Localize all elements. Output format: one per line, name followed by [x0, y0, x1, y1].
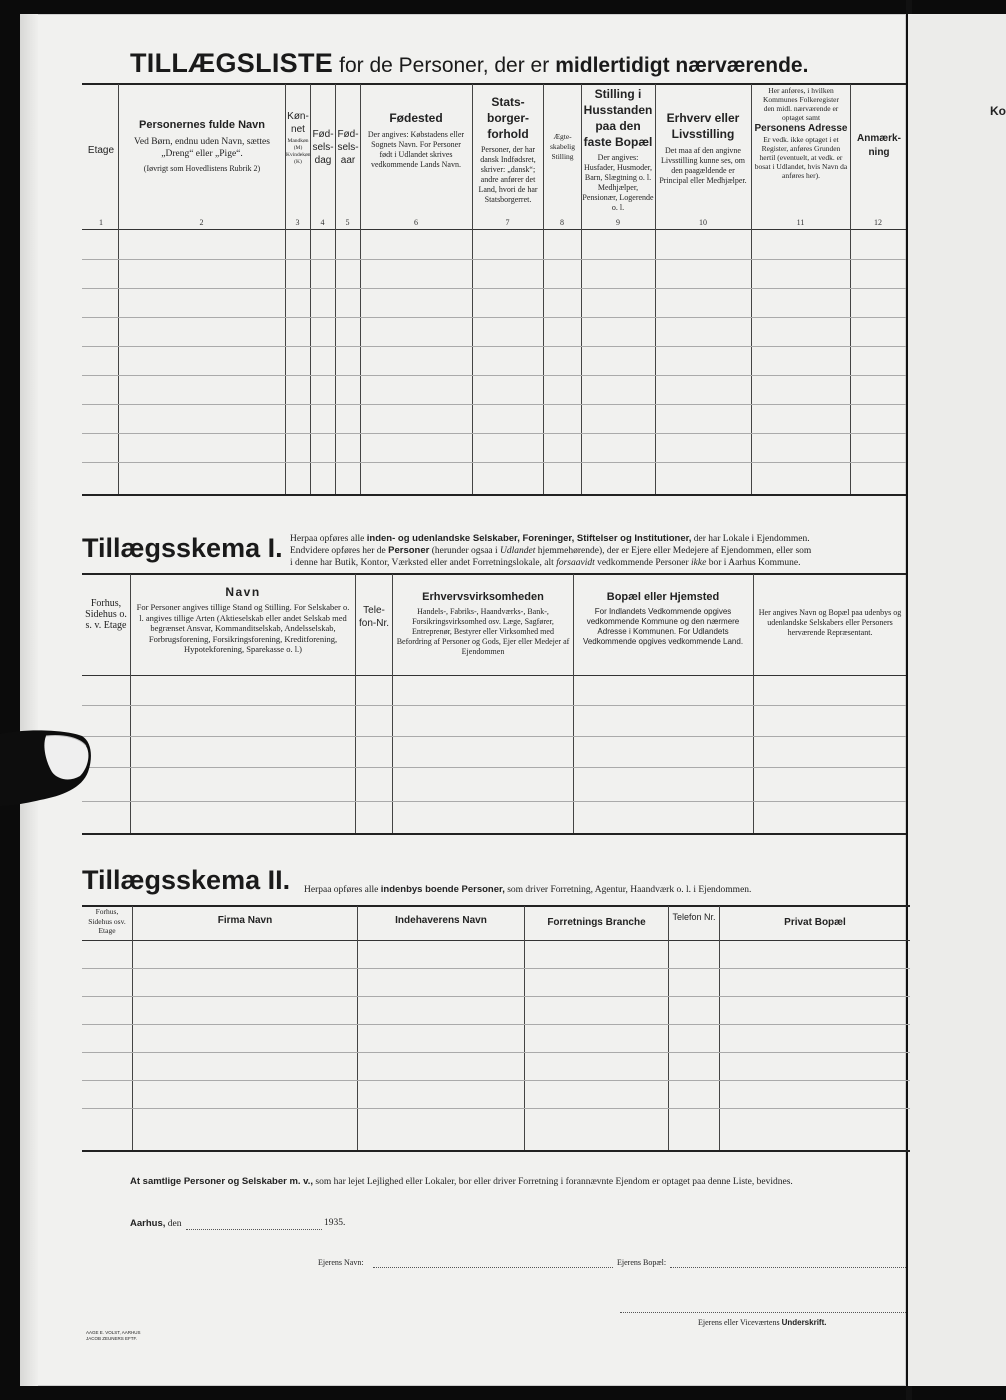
schema1-bottom-rule [82, 833, 906, 835]
schema2-col-firma: Firma Navn [217, 915, 273, 926]
col-num: 11 [796, 218, 805, 227]
list-row [82, 317, 906, 318]
schema1-vline [392, 574, 393, 833]
list-row [82, 433, 906, 434]
schema1-col-telefon: Tele-fon-Nr. [358, 605, 389, 629]
list-row [82, 288, 906, 289]
col-birthday: Fød-sels-dag [312, 129, 334, 166]
col-num: 9 [616, 218, 620, 227]
schema1-row [82, 705, 906, 706]
schema2-row [82, 1108, 910, 1109]
col-occupation: Erhverv eller Livsstilling Det maa af den angivne Livsstilling kunne ses, om den paagældende er Principal eller Medhjælper. [659, 111, 747, 185]
schema2-col-indehaver: Indehaverens Navn [395, 915, 487, 926]
schema1-vline [573, 574, 574, 833]
owner-address-field[interactable] [670, 1267, 906, 1268]
schema2-top-rule [82, 905, 910, 907]
date-field[interactable] [186, 1229, 322, 1230]
schema1-vline [130, 574, 131, 833]
thumb-image [0, 728, 92, 812]
col-num: 10 [699, 218, 707, 227]
page-title [130, 48, 808, 79]
schema2-vline [668, 906, 669, 1150]
schema2-vline [357, 906, 358, 1150]
schema2-row [82, 1052, 910, 1053]
date-line: Aarhus, den [130, 1218, 182, 1229]
title-mid: for de Personer, der er [339, 54, 550, 77]
signature-label: Ejerens eller Viceværtens Underskrift. [698, 1318, 827, 1327]
title-end: midlertidigt nærværende. [555, 54, 809, 77]
col-etage: Etage [87, 145, 115, 156]
list-top-rule [82, 83, 906, 85]
col-num: 1 [99, 218, 103, 227]
col-num: 3 [295, 218, 300, 227]
list-bottom-rule [82, 494, 906, 496]
col-name: Personernes fulde Navn Ved Børn, endnu uden Navn, sættes „Dreng“ eller „Pige“. (Iøvrigt som Hovedlistens Rubrik 2) [134, 119, 270, 173]
col-num: 4 [320, 218, 325, 227]
col-birthplace: Fødested Der angives: Købstadens eller Sognets Navn. For Personer født i Udlandet skrives vedkommende Lands Navn. [367, 111, 465, 169]
schema1-vline [355, 574, 356, 833]
col-registry: Her anføres, i hvilken Kommunes Folkeregister den midl. nærværende er optaget samt Personens Adresse Er vedk. ikke optaget i et Register, anføres Grunden hertil (eventuelt, at vedk. er bosat i Udlandet, hvis Navn da anføres her). [754, 86, 848, 180]
schema2-description: Herpaa opføres alle indenbys boende Personer, som driver Forretning, Agentur, Haandværk o. l. i Ejendommen. [304, 884, 752, 895]
list-row [82, 259, 906, 260]
schema1-col-navn: Navn For Personer angives tillige Stand og Stilling. For Selskaber o. l. angives tillige Arten (Aktieselskab eller andet Selskab med begrænset Ansvar, Kommanditselskab, Andelsselskab, Forbrugsforening, Forsikringsforening, Kreditforening, Hypotekforening, Sparekasse o. l.) [136, 585, 350, 654]
signature-field[interactable] [620, 1312, 906, 1313]
col-remarks: Anmærk-ning [857, 133, 901, 158]
list-row [82, 404, 906, 405]
title-main: TILLÆGSLISTE [130, 48, 334, 78]
col-num: 2 [199, 218, 204, 227]
schema1-col-representant: Her angives Navn og Bopæl paa udenbys og udenlandske Selskabers eller Personers herværende Repræsentant. [758, 608, 902, 637]
facing-page [908, 14, 1006, 1386]
schema1-col-bopael: Bopæl eller Hjemsted For Indlandets Vedkommende opgives vedkommende Kommune og den nærmere Adresse i Kommunen. For Udlandets Vedkommende opgives vedkommende Land. [582, 591, 744, 646]
schema1-header-rule [82, 675, 906, 676]
schema2-vline [719, 906, 720, 1150]
schema1-col-erhverv: Erhvervsvirksomheden Handels-, Fabriks-, Haandværks-, Bank-, Forsikringsvirksomhed osv. Læge, Sagfører, Entreprenør, Bestyrer eller Virksomhed med Befordring af Personer og Gods, Ejer eller Medejer af Ejendommen [396, 591, 570, 656]
printer-imprint: AAGE E. VOLST, AARHUS JACOB ZEUNERS EFTF. [86, 1330, 141, 1341]
schema2-col-telefon: Telefon Nr. [672, 912, 716, 922]
list-row [82, 375, 906, 376]
schema1-description: Herpaa opføres alle inden- og udenlandske Selskaber, Foreninger, Stiftelser og Institutioner, der har Lokale i Ejendommen. Endvidere opføres her de Personer (herunder ogsaa i Udlandet hjemmehørende), der er Ejere eller Medejere af Ejendommen, eller som i denne har Butik, Kontor, Værksted eller andet Forretningslokale, alt forsaavidt vedkommende Personer ikke bor i Aarhus Kommune. [290, 533, 812, 568]
schema2-col-etage: Forhus, Sidehus osv. Etage [88, 907, 126, 935]
col-num: 5 [345, 218, 350, 227]
col-birthyear: Fød-sels-aar [337, 129, 359, 166]
schema2-row [82, 996, 910, 997]
schema1-col-etage: Forhus, Sidehus o. s. v. Etage [85, 598, 127, 631]
owner-name-label: Ejerens Navn: [318, 1258, 364, 1267]
schema2-row [82, 1080, 910, 1081]
schema1-title: Tillægsskema I. [82, 533, 283, 563]
schema2-col-privat-bopael: Privat Bopæl [784, 917, 846, 928]
col-num: 12 [874, 218, 882, 227]
schema1-row [82, 801, 906, 802]
page-spine [20, 14, 38, 1386]
facing-page-text: Ko [990, 104, 1006, 118]
schema2-row [82, 968, 910, 969]
attestation-text: At samtlige Personer og Selskaber m. v., som har lejet Lejlighed eller Lokaler, bor eller driver Forretning i forannævnte Ejendom er optaget paa denne Liste, bevidnes. [130, 1176, 793, 1187]
col-num: 7 [505, 218, 510, 227]
schema2-col-branche: Forretnings Branche [547, 917, 646, 928]
owner-name-field[interactable] [373, 1267, 613, 1268]
schema2-bottom-rule [82, 1150, 910, 1152]
schema1-top-rule [82, 573, 906, 575]
col-num: 6 [414, 218, 418, 227]
list-header-rule [82, 229, 906, 230]
schema2-row [82, 1024, 910, 1025]
list-row [82, 462, 906, 463]
col-marital: Ægte-skabelig Stilling [550, 132, 575, 161]
col-num: 8 [560, 218, 564, 227]
list-row [82, 346, 906, 347]
schema2-header-rule [82, 940, 910, 941]
owner-address-label: Ejerens Bopæl: [617, 1258, 667, 1267]
schema2-vline [524, 906, 525, 1150]
col-household: Stilling i Husstanden paa den faste Bopæl Der angives: Husfader, Husmoder, Barn, Slægtning o. l. Medhjælper, Pensionær, Logerende o. l. [582, 87, 654, 212]
schema2-vline [132, 906, 133, 1150]
schema1-row [82, 736, 906, 737]
col-citizenship: Stats-borger-forhold Personer, der har dansk Indfødsret, skriver: „dansk“; andre anfører det Land, hvori de har Statsborgerret. [478, 95, 538, 204]
schema1-row [82, 767, 906, 768]
year-label: 1935. [324, 1218, 346, 1228]
schema1-vline [753, 574, 754, 833]
schema2-title: Tillægsskema II. [82, 865, 291, 895]
col-gender: Køn-net Mandkøn (M) Kvindekøn (K) [286, 111, 311, 165]
